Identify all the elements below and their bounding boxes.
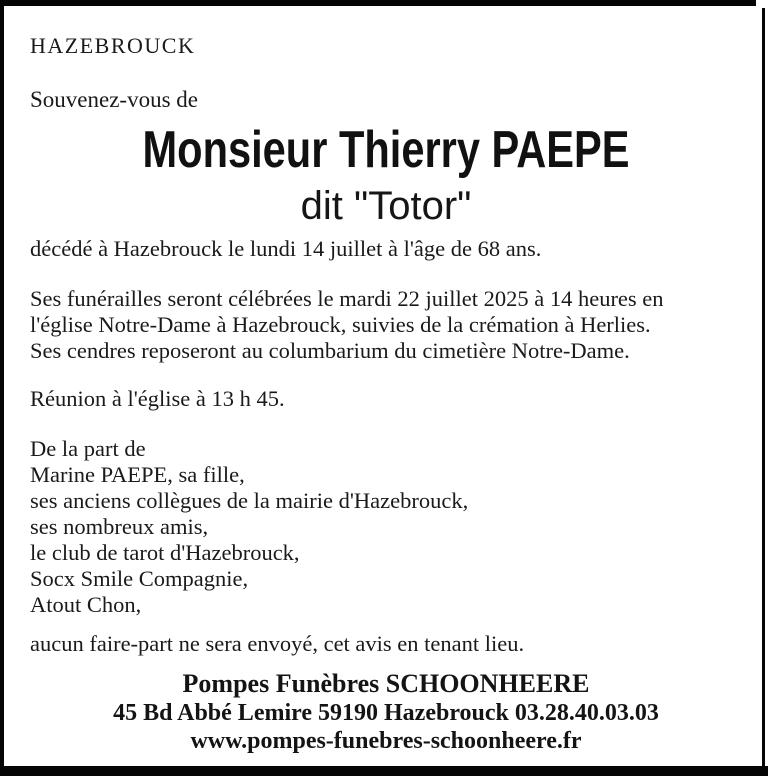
funeral-details-line: Ses funérailles seront célébrées le mardi 22 juillet 2025 à 14 heures en bbox=[30, 286, 664, 311]
scan-border-left bbox=[0, 0, 4, 776]
funeral-home-block bbox=[30, 669, 742, 755]
family-list-item: Marine PAEPE, sa fille, bbox=[30, 462, 245, 487]
funeral-details-paragraph bbox=[30, 286, 742, 364]
scan-border-bottom bbox=[0, 766, 768, 776]
meeting-time-line: Réunion à l'église à 13 h 45. bbox=[30, 386, 285, 411]
deceased-nickname: dit "Totor" bbox=[300, 184, 472, 228]
family-list bbox=[30, 436, 742, 618]
deceased-name: Monsieur Thierry PAEPE bbox=[142, 121, 630, 179]
scan-border-right bbox=[762, 8, 765, 776]
notice-content bbox=[30, 26, 742, 755]
funeral-home-website: www.pompes-funebres-schoonheere.fr bbox=[190, 728, 582, 754]
funeral-home-name: Pompes Funèbres SCHOONHEERE bbox=[182, 669, 590, 698]
family-list-heading: De la part de bbox=[30, 436, 146, 461]
funeral-details-line: l'église Notre-Dame à Hazebrouck, suivies de la crémation à Herlies. bbox=[30, 312, 651, 337]
funeral-details-line: Ses cendres reposeront au columbarium du cimetière Notre-Dame. bbox=[30, 338, 630, 363]
death-announcement-line: décédé à Hazebrouck le lundi 14 juillet à l'âge de 68 ans. bbox=[30, 236, 542, 261]
no-invitation-line: aucun faire-part ne sera envoyé, cet avis en tenant lieu. bbox=[30, 631, 525, 656]
funeral-home-address: 45 Bd Abbé Lemire 59190 Hazebrouck 03.28.40.03.03 bbox=[113, 700, 659, 726]
scan-border-top bbox=[0, 0, 756, 6]
family-list-item: Socx Smile Compagnie, bbox=[30, 566, 249, 591]
family-list-item: le club de tarot d'Hazebrouck, bbox=[30, 540, 300, 565]
intro-line: Souvenez-vous de bbox=[30, 87, 198, 112]
family-list-item: ses nombreux amis, bbox=[30, 514, 209, 539]
location-heading: HAZEBROUCK bbox=[30, 33, 196, 58]
family-list-item: Atout Chon, bbox=[30, 592, 142, 617]
family-list-item: ses anciens collègues de la mairie d'Hazebrouck, bbox=[30, 488, 469, 513]
